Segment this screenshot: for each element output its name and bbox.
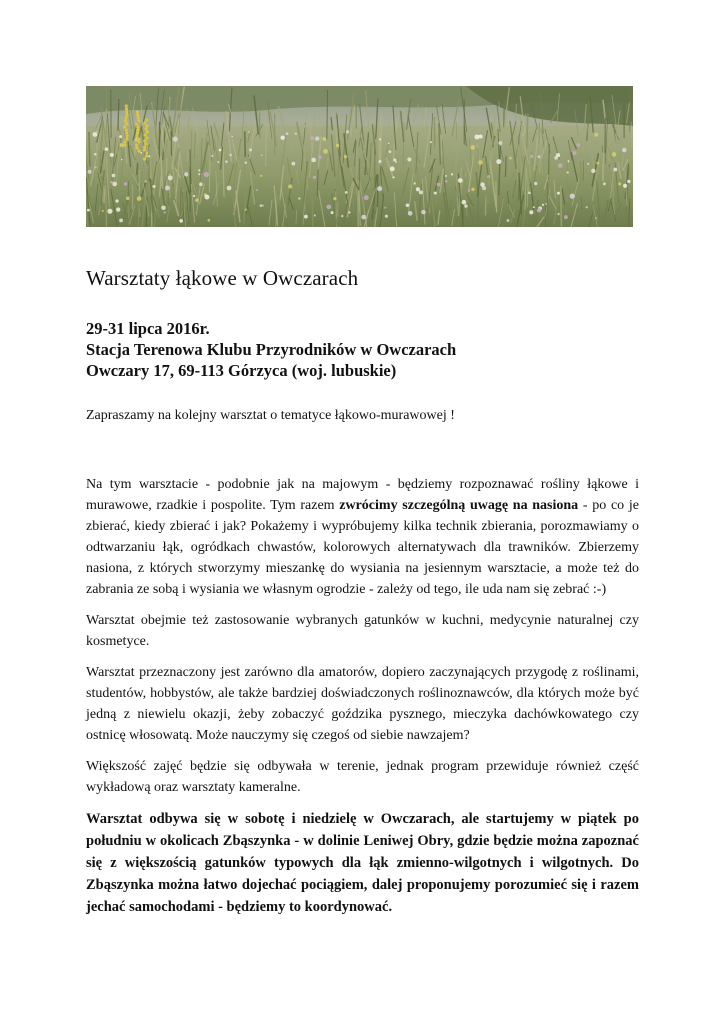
paragraph-2: Warsztat obejmie też zastosowanie wybranych gatunków w kuchni, medycynie naturalnej czy kosmetyce. — [86, 613, 639, 649]
event-details — [86, 318, 646, 381]
meadow-photo — [86, 86, 633, 227]
paragraph-1-highlight: zwrócimy szczególną uwagę na nasiona — [339, 498, 579, 513]
event-address: Owczary 17, 69-113 Górzyca (woj. lubuskie) — [86, 361, 397, 380]
paragraph-3: Warsztat przeznaczony jest zarówno dla amatorów, dopiero zaczynających przygodę z roślinami, studentów, hobbystów, ale także bardziej doświadczonych roślinoznawców, dla których może być jedną z niewielu okazji, żeby zobaczyć goździka pysznego, mieczyka dachówkowatego czy ostnicę włosowatą. Może nauczymy się czegoś od siebie nawzajem? — [86, 665, 639, 743]
paragraph-4: Większość zajęć będzie się odbywała w terenie, jednak program przewiduje również część wykładową oraz warsztaty kameralne. — [86, 759, 639, 795]
meadow-image — [86, 86, 633, 227]
page-title: Warsztaty łąkowe w Owczarach — [86, 266, 359, 290]
paragraph-1-text-b: - po co je zbierać, kiedy zbierać i jak? Pokażemy i wypróbujemy kilka technik zbierania, porozmawiamy o odtwarzaniu łąk, ogródkach chwastów, kolorowych alternatywach dla trawników. Zbierzemy nasiona, z których stworzymy mieszankę do wysiania na jesiennym warsztacie, a może też do zabrania ze sobą i wysiania we własnym ogrodzie - zależy od tego, ile uda nam się zebrać :-) — [86, 498, 639, 597]
invitation-line: Zapraszamy na kolejny warsztat o tematyce łąkowo-murawowej ! — [86, 408, 455, 423]
event-venue: Stacja Terenowa Klubu Przyrodników w Owczarach — [86, 340, 457, 359]
paragraph-1-text-a: Na tym warsztacie - podobnie jak na majowym - będziemy rozpoznawać rośliny łąkowe i murawowe, rzadkie i pospolite. Tym razem — [86, 477, 639, 513]
event-date: 29-31 lipca 2016r. — [86, 319, 210, 338]
paragraph-1 — [86, 474, 639, 600]
description — [86, 474, 639, 928]
paragraph-5: Warsztat odbywa się w sobotę i niedzielę w Owczarach, ale startujemy w piątek po południu w okolicach Zbąszynka - w dolinie Leniwej Obry, gdzie będzie można zapoznać się z większością gatunków typowych dla łąk zmienno-wilgotnych i wilgotnych. Do Zbąszynka można łatwo dojechać pociągiem, dalej proponujemy porozumieć się i razem jechać samochodami - będziemy to koordynować. — [86, 811, 639, 915]
